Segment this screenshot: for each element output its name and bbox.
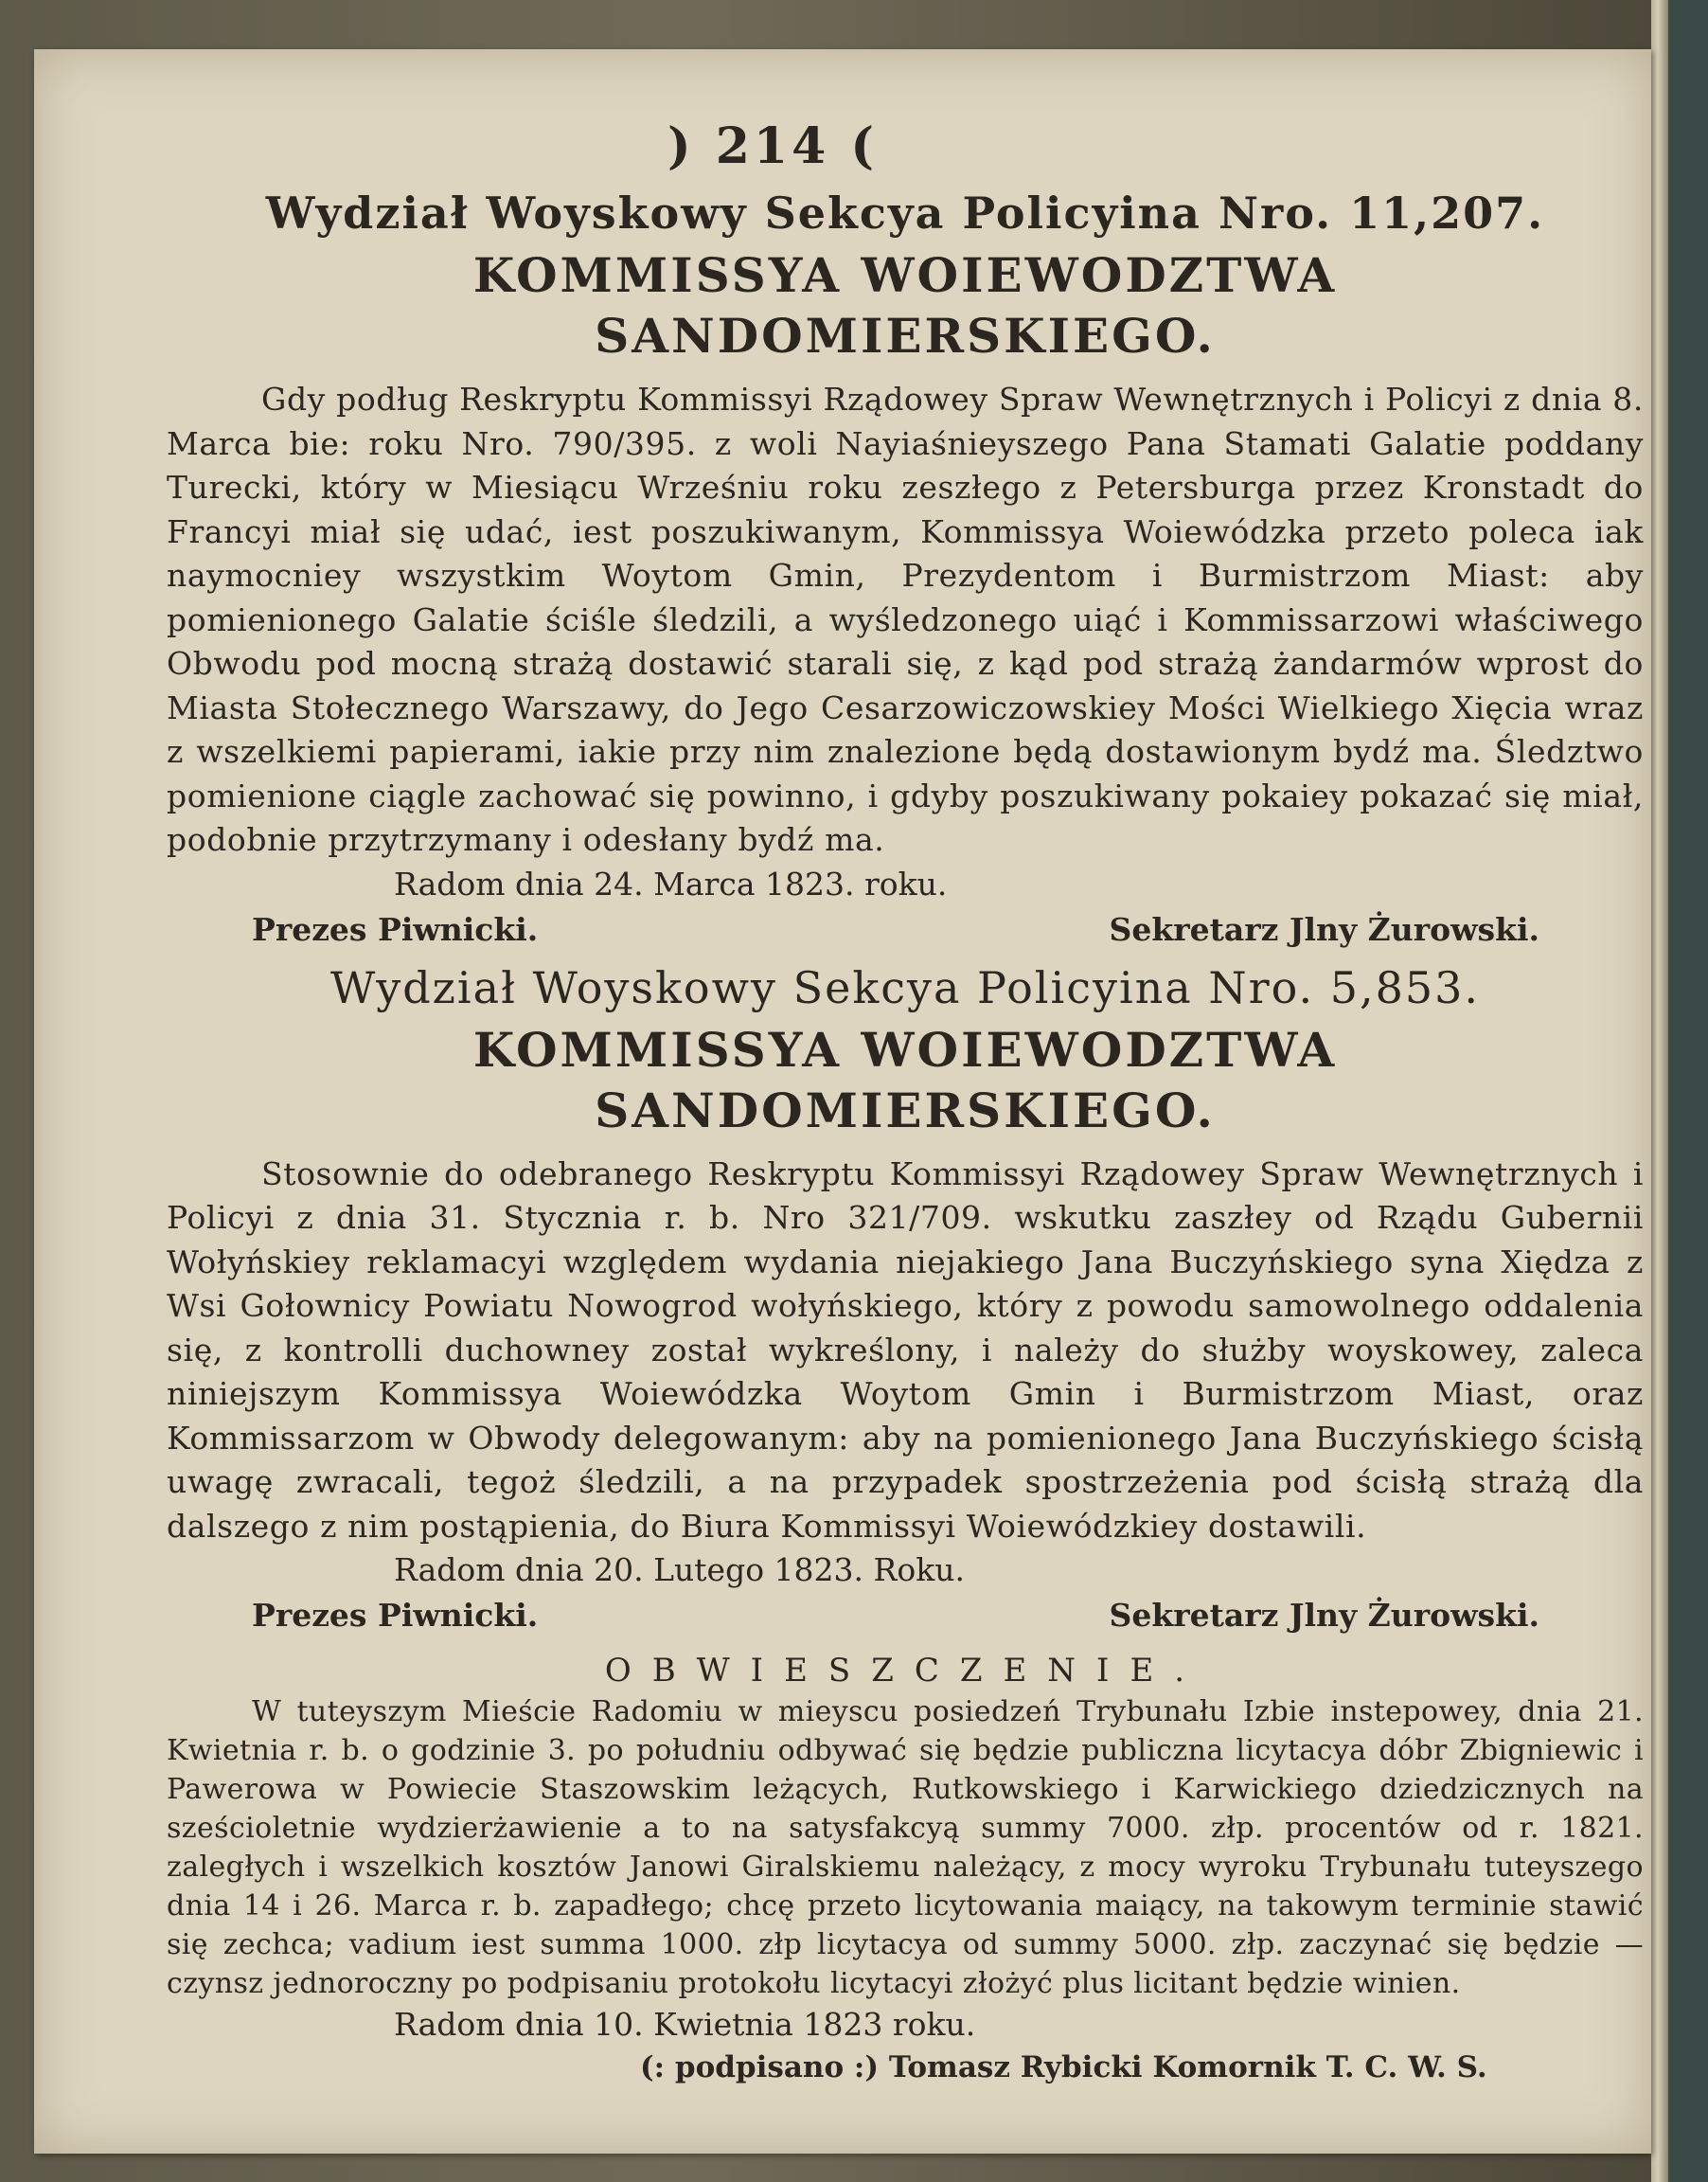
section-2-president: Prezes Piwnicki. — [252, 1597, 539, 1634]
notice-title: OBWIESZCZENIE. — [604, 1652, 1206, 1690]
section-2 — [167, 959, 1644, 1638]
section-2-heading: KOMMISSYA WOIEWODZTWA SANDOMIERSKIEGO. — [472, 1021, 1338, 1138]
section-1-secretary: Sekretarz Jlny Żurowski. — [1109, 910, 1539, 948]
page-number: ) 214 ( — [667, 117, 878, 175]
book-cover-edge — [1668, 0, 1708, 2182]
section-1-date: Radom dnia 24. Marca 1823. roku. — [394, 865, 948, 903]
section-2-date: Radom dnia 20. Lutego 1823. Roku. — [394, 1551, 965, 1588]
notice-signature: (: podpisano :) Tomasz Rybicki Komornik T. C. W. S. — [640, 2050, 1487, 2084]
document-page — [34, 49, 1651, 2154]
section-1-heading: KOMMISSYA WOIEWODZTWA SANDOMIERSKIEGO. — [472, 247, 1338, 364]
page-content — [167, 78, 1644, 2088]
page-edge — [1651, 0, 1668, 2182]
section-1 — [167, 185, 1644, 952]
section-1-title: Wydział Woyskowy Sekcya Policyina Nro. 11,207. — [265, 188, 1545, 239]
section-1-signatures — [167, 908, 1644, 952]
section-2-signatures — [167, 1594, 1644, 1637]
section-2-secretary: Sekretarz Jlny Żurowski. — [1109, 1597, 1539, 1634]
notice-section — [167, 1649, 1644, 2088]
section-2-title: Wydział Woyskowy Sekcya Policyina Nro. 5,853. — [329, 961, 1481, 1013]
notice-body: W tuteyszym Mieście Radomiu w mieyscu posiedzeń Trybunału Izbie instepowey, dnia 21. Kwietnia r. b. o godzinie 3. po południu odbywać się będzie publiczna licytacya dóbr Zbigniewic i Pawerowa w Powiecie Staszowskim leżących, Rutkowskiego i Karwickiego dziedzicznych na sześcioletnie wydzierżawienie a to na satysfakcyą summy 7000. złp. procentów od r. 1821. zaległych i wszelkich kosztów Janowi Giralskiemu należący, z mocy wyroku Trybunału tuteyszego dnia 14 i 26. Marca r. b. zapadłego; chcę przeto licytowania maiący, na takowym terminie stawić się zechca; vadium iest summa 1000. złp licytacya od summy 5000. złp. zaczynać się będzie — czynsz jednoroczny po podpisaniu protokołu licytacyi złożyć plus licitant będzie winien. — [167, 1695, 1644, 2000]
section-1-body: Gdy podług Reskryptu Kommissyi Rządowey Spraw Wewnętrznych i Policyi z dnia 8. Marca bie: roku Nro. 790/395. z woli Nayiaśnieyszego Pana Stamati Galatie poddany Turecki, który w Miesiącu Wrześniu roku zeszłego z Petersburga przez Kronstadt do Francyi miał się udać, iest poszukiwanym, Kommissya Woiewódzka przeto poleca iak naymocniey wszystkim Woytom Gmin, Prezydentom i Burmistrzom Miast: aby pomienionego Galatie ściśle śledzili, a wyśledzonego uiąć i Kommissarzowi właściwego Obwodu pod mocną strażą dostawić starali się, z kąd pod strażą żandarmów wprost do Miasta Stołecznego Warszawy, do Jego Cesarzowiczowskiey Mości Wielkiego Xięcia wraz z wszelkiemi papierami, iakie przy nim znalezione będą dostawionym bydź ma. Śledztwo pomienione ciągle zachować się powinno, i gdyby poszukiwany pokaiey pokazać się miał, podobnie przytrzymany i odesłany bydź ma. — [167, 381, 1644, 858]
notice-date: Radom dnia 10. Kwietnia 1823 roku. — [394, 2006, 976, 2043]
section-1-president: Prezes Piwnicki. — [252, 910, 539, 948]
section-2-body: Stosownie do odebranego Reskryptu Kommissyi Rządowey Spraw Wewnętrznych i Policyi z dnia 31. Stycznia r. b. Nro 321/709. wskutku zaszłey od Rządu Gubernii Wołyńskiey reklamacyi względem wydania niejakiego Jana Buczyńskiego syna Xiędza z Wsi Gołownicy Powiatu Nowogrod wołyńskiego, który z powodu samowolnego oddalenia się, z kontrolli duchowney został wykreślony, i należy do służby woyskowey, zaleca niniejszym Kommissya Woiewódzka Woytom Gmin i Burmistrzom Miast, oraz Kommissarzom w Obwody delegowanym: aby na pomienionego Jana Buczyńskiego ścisłą uwagę zwracali, tegoż śledzili, a na przypadek spostrzeżenia pod ścisłą strażą dla dalszego z nim postąpienia, do Biura Kommissyi Woiewódzkiey dostawili. — [167, 1154, 1644, 1545]
